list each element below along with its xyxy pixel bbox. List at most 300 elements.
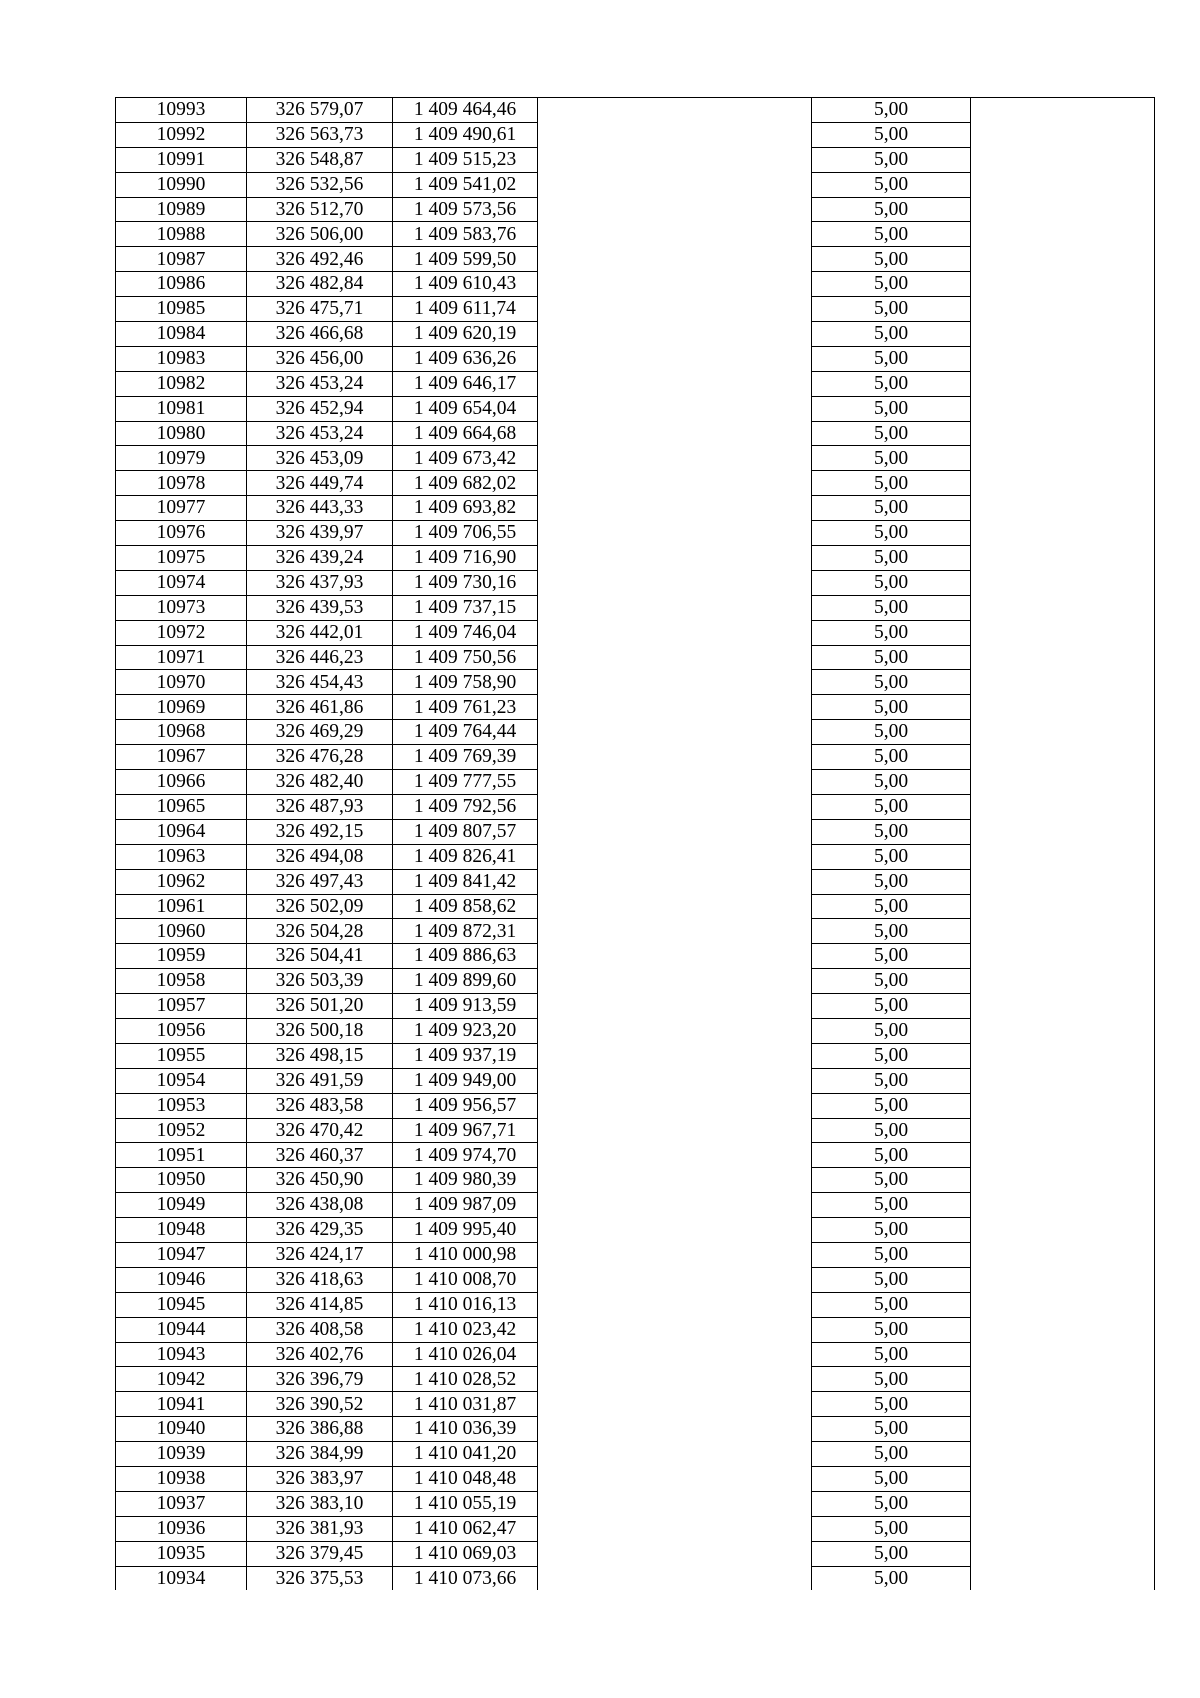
coordinates-table-body <box>116 98 1155 1591</box>
empty-cell <box>971 322 1155 347</box>
empty-cell <box>971 1417 1155 1442</box>
distance-cell: 5,00 <box>812 1242 971 1267</box>
empty-cell <box>538 322 812 347</box>
x-coordinate-cell: 326 494,08 <box>247 844 393 869</box>
y-coordinate-cell: 1 409 730,16 <box>393 570 538 595</box>
y-coordinate-cell: 1 410 041,20 <box>393 1442 538 1467</box>
empty-cell <box>971 944 1155 969</box>
x-coordinate-cell: 326 497,43 <box>247 869 393 894</box>
empty-cell <box>971 695 1155 720</box>
x-coordinate-cell: 326 470,42 <box>247 1118 393 1143</box>
empty-cell <box>971 1168 1155 1193</box>
distance-cell: 5,00 <box>812 197 971 222</box>
table-row <box>116 1541 1155 1566</box>
x-coordinate-cell: 326 384,99 <box>247 1442 393 1467</box>
distance-cell: 5,00 <box>812 396 971 421</box>
y-coordinate-cell: 1 410 026,04 <box>393 1342 538 1367</box>
point-number-cell: 10945 <box>116 1292 247 1317</box>
point-number-cell: 10960 <box>116 919 247 944</box>
table-row <box>116 1292 1155 1317</box>
table-row <box>116 371 1155 396</box>
distance-cell: 5,00 <box>812 570 971 595</box>
empty-cell <box>971 770 1155 795</box>
y-coordinate-cell: 1 409 706,55 <box>393 521 538 546</box>
distance-cell: 5,00 <box>812 1143 971 1168</box>
y-coordinate-cell: 1 409 886,63 <box>393 944 538 969</box>
table-row <box>116 421 1155 446</box>
empty-cell <box>971 222 1155 247</box>
x-coordinate-cell: 326 460,37 <box>247 1143 393 1168</box>
table-row <box>116 670 1155 695</box>
empty-cell <box>971 1218 1155 1243</box>
table-row <box>116 720 1155 745</box>
empty-cell <box>971 496 1155 521</box>
y-coordinate-cell: 1 409 913,59 <box>393 994 538 1019</box>
point-number-cell: 10959 <box>116 944 247 969</box>
y-coordinate-cell: 1 410 031,87 <box>393 1392 538 1417</box>
empty-cell <box>971 371 1155 396</box>
point-number-cell: 10979 <box>116 446 247 471</box>
empty-cell <box>971 1541 1155 1566</box>
x-coordinate-cell: 326 579,07 <box>247 98 393 123</box>
x-coordinate-cell: 326 390,52 <box>247 1392 393 1417</box>
y-coordinate-cell: 1 409 737,15 <box>393 595 538 620</box>
distance-cell: 5,00 <box>812 670 971 695</box>
distance-cell: 5,00 <box>812 1168 971 1193</box>
x-coordinate-cell: 326 502,09 <box>247 894 393 919</box>
distance-cell: 5,00 <box>812 1043 971 1068</box>
empty-cell <box>538 1267 812 1292</box>
x-coordinate-cell: 326 512,70 <box>247 197 393 222</box>
empty-cell <box>538 1193 812 1218</box>
distance-cell: 5,00 <box>812 272 971 297</box>
empty-cell <box>538 122 812 147</box>
x-coordinate-cell: 326 487,93 <box>247 794 393 819</box>
point-number-cell: 10953 <box>116 1093 247 1118</box>
empty-cell <box>538 1118 812 1143</box>
x-coordinate-cell: 326 446,23 <box>247 645 393 670</box>
empty-cell <box>538 969 812 994</box>
y-coordinate-cell: 1 410 008,70 <box>393 1267 538 1292</box>
distance-cell: 5,00 <box>812 1516 971 1541</box>
point-number-cell: 10963 <box>116 844 247 869</box>
table-row <box>116 944 1155 969</box>
empty-cell <box>538 620 812 645</box>
x-coordinate-cell: 326 429,35 <box>247 1218 393 1243</box>
empty-cell <box>538 1392 812 1417</box>
table-row <box>116 1043 1155 1068</box>
y-coordinate-cell: 1 410 069,03 <box>393 1541 538 1566</box>
empty-cell <box>538 1466 812 1491</box>
distance-cell: 5,00 <box>812 1267 971 1292</box>
distance-cell: 5,00 <box>812 1093 971 1118</box>
x-coordinate-cell: 326 381,93 <box>247 1516 393 1541</box>
y-coordinate-cell: 1 409 599,50 <box>393 247 538 272</box>
empty-cell <box>971 247 1155 272</box>
point-number-cell: 10991 <box>116 147 247 172</box>
y-coordinate-cell: 1 410 055,19 <box>393 1491 538 1516</box>
distance-cell: 5,00 <box>812 421 971 446</box>
empty-cell <box>538 1143 812 1168</box>
point-number-cell: 10938 <box>116 1466 247 1491</box>
empty-cell <box>971 297 1155 322</box>
empty-cell <box>538 645 812 670</box>
point-number-cell: 10992 <box>116 122 247 147</box>
empty-cell <box>971 720 1155 745</box>
empty-cell <box>538 1417 812 1442</box>
empty-cell <box>538 1541 812 1566</box>
table-row <box>116 645 1155 670</box>
distance-cell: 5,00 <box>812 1566 971 1590</box>
y-coordinate-cell: 1 409 693,82 <box>393 496 538 521</box>
point-number-cell: 10977 <box>116 496 247 521</box>
table-row <box>116 1516 1155 1541</box>
empty-cell <box>971 819 1155 844</box>
table-row <box>116 322 1155 347</box>
table-row <box>116 1417 1155 1442</box>
table-row <box>116 1267 1155 1292</box>
point-number-cell: 10934 <box>116 1566 247 1590</box>
distance-cell: 5,00 <box>812 1541 971 1566</box>
empty-cell <box>538 570 812 595</box>
y-coordinate-cell: 1 410 036,39 <box>393 1417 538 1442</box>
y-coordinate-cell: 1 410 000,98 <box>393 1242 538 1267</box>
x-coordinate-cell: 326 452,94 <box>247 396 393 421</box>
empty-cell <box>971 272 1155 297</box>
distance-cell: 5,00 <box>812 98 971 123</box>
table-row <box>116 1218 1155 1243</box>
empty-cell <box>971 1466 1155 1491</box>
point-number-cell: 10948 <box>116 1218 247 1243</box>
distance-cell: 5,00 <box>812 720 971 745</box>
table-row <box>116 197 1155 222</box>
empty-cell <box>538 919 812 944</box>
point-number-cell: 10940 <box>116 1417 247 1442</box>
empty-cell <box>971 471 1155 496</box>
y-coordinate-cell: 1 409 792,56 <box>393 794 538 819</box>
distance-cell: 5,00 <box>812 147 971 172</box>
x-coordinate-cell: 326 476,28 <box>247 745 393 770</box>
table-row <box>116 1442 1155 1467</box>
empty-cell <box>971 894 1155 919</box>
table-row <box>116 1491 1155 1516</box>
empty-cell <box>538 770 812 795</box>
y-coordinate-cell: 1 409 464,46 <box>393 98 538 123</box>
table-row <box>116 1342 1155 1367</box>
x-coordinate-cell: 326 456,00 <box>247 346 393 371</box>
point-number-cell: 10965 <box>116 794 247 819</box>
x-coordinate-cell: 326 466,68 <box>247 322 393 347</box>
x-coordinate-cell: 326 504,28 <box>247 919 393 944</box>
x-coordinate-cell: 326 482,84 <box>247 272 393 297</box>
empty-cell <box>971 844 1155 869</box>
y-coordinate-cell: 1 409 682,02 <box>393 471 538 496</box>
table-row <box>116 1193 1155 1218</box>
y-coordinate-cell: 1 409 664,68 <box>393 421 538 446</box>
distance-cell: 5,00 <box>812 695 971 720</box>
x-coordinate-cell: 326 504,41 <box>247 944 393 969</box>
empty-cell <box>538 1317 812 1342</box>
table-row <box>116 446 1155 471</box>
table-row <box>116 1466 1155 1491</box>
x-coordinate-cell: 326 439,53 <box>247 595 393 620</box>
empty-cell <box>971 1317 1155 1342</box>
point-number-cell: 10975 <box>116 546 247 571</box>
empty-cell <box>538 894 812 919</box>
table-row <box>116 919 1155 944</box>
y-coordinate-cell: 1 409 967,71 <box>393 1118 538 1143</box>
point-number-cell: 10950 <box>116 1168 247 1193</box>
y-coordinate-cell: 1 409 923,20 <box>393 1018 538 1043</box>
empty-cell <box>538 695 812 720</box>
coordinates-table <box>115 97 1155 1590</box>
distance-cell: 5,00 <box>812 794 971 819</box>
point-number-cell: 10990 <box>116 172 247 197</box>
x-coordinate-cell: 326 450,90 <box>247 1168 393 1193</box>
distance-cell: 5,00 <box>812 1118 971 1143</box>
x-coordinate-cell: 326 506,00 <box>247 222 393 247</box>
distance-cell: 5,00 <box>812 371 971 396</box>
empty-cell <box>971 98 1155 123</box>
x-coordinate-cell: 326 492,15 <box>247 819 393 844</box>
empty-cell <box>538 1342 812 1367</box>
table-row <box>116 794 1155 819</box>
y-coordinate-cell: 1 410 028,52 <box>393 1367 538 1392</box>
empty-cell <box>538 745 812 770</box>
empty-cell <box>971 197 1155 222</box>
y-coordinate-cell: 1 410 016,13 <box>393 1292 538 1317</box>
y-coordinate-cell: 1 409 610,43 <box>393 272 538 297</box>
point-number-cell: 10935 <box>116 1541 247 1566</box>
y-coordinate-cell: 1 410 048,48 <box>393 1466 538 1491</box>
y-coordinate-cell: 1 409 841,42 <box>393 869 538 894</box>
empty-cell <box>971 570 1155 595</box>
table-row <box>116 695 1155 720</box>
distance-cell: 5,00 <box>812 969 971 994</box>
empty-cell <box>971 396 1155 421</box>
x-coordinate-cell: 326 418,63 <box>247 1267 393 1292</box>
table-row <box>116 122 1155 147</box>
empty-cell <box>538 844 812 869</box>
x-coordinate-cell: 326 424,17 <box>247 1242 393 1267</box>
point-number-cell: 10978 <box>116 471 247 496</box>
distance-cell: 5,00 <box>812 471 971 496</box>
y-coordinate-cell: 1 409 987,09 <box>393 1193 538 1218</box>
distance-cell: 5,00 <box>812 297 971 322</box>
y-coordinate-cell: 1 409 764,44 <box>393 720 538 745</box>
table-row <box>116 570 1155 595</box>
x-coordinate-cell: 326 383,97 <box>247 1466 393 1491</box>
empty-cell <box>971 421 1155 446</box>
point-number-cell: 10955 <box>116 1043 247 1068</box>
table-row <box>116 1566 1155 1590</box>
point-number-cell: 10974 <box>116 570 247 595</box>
table-row <box>116 1168 1155 1193</box>
distance-cell: 5,00 <box>812 346 971 371</box>
empty-cell <box>971 1267 1155 1292</box>
table-row <box>116 595 1155 620</box>
point-number-cell: 10986 <box>116 272 247 297</box>
table-row <box>116 894 1155 919</box>
y-coordinate-cell: 1 409 974,70 <box>393 1143 538 1168</box>
x-coordinate-cell: 326 414,85 <box>247 1292 393 1317</box>
empty-cell <box>538 446 812 471</box>
empty-cell <box>971 446 1155 471</box>
distance-cell: 5,00 <box>812 247 971 272</box>
table-row <box>116 1143 1155 1168</box>
y-coordinate-cell: 1 409 750,56 <box>393 645 538 670</box>
x-coordinate-cell: 326 503,39 <box>247 969 393 994</box>
table-row <box>116 147 1155 172</box>
empty-cell <box>538 1442 812 1467</box>
point-number-cell: 10970 <box>116 670 247 695</box>
table-row <box>116 1367 1155 1392</box>
distance-cell: 5,00 <box>812 595 971 620</box>
point-number-cell: 10958 <box>116 969 247 994</box>
distance-cell: 5,00 <box>812 844 971 869</box>
empty-cell <box>971 521 1155 546</box>
distance-cell: 5,00 <box>812 521 971 546</box>
point-number-cell: 10980 <box>116 421 247 446</box>
y-coordinate-cell: 1 409 541,02 <box>393 172 538 197</box>
empty-cell <box>971 1043 1155 1068</box>
x-coordinate-cell: 326 532,56 <box>247 172 393 197</box>
table-row <box>116 745 1155 770</box>
empty-cell <box>971 147 1155 172</box>
y-coordinate-cell: 1 409 646,17 <box>393 371 538 396</box>
distance-cell: 5,00 <box>812 944 971 969</box>
empty-cell <box>538 1367 812 1392</box>
distance-cell: 5,00 <box>812 1068 971 1093</box>
x-coordinate-cell: 326 483,58 <box>247 1093 393 1118</box>
x-coordinate-cell: 326 453,24 <box>247 421 393 446</box>
distance-cell: 5,00 <box>812 869 971 894</box>
empty-cell <box>538 222 812 247</box>
point-number-cell: 10957 <box>116 994 247 1019</box>
empty-cell <box>538 172 812 197</box>
distance-cell: 5,00 <box>812 1466 971 1491</box>
point-number-cell: 10989 <box>116 197 247 222</box>
empty-cell <box>971 919 1155 944</box>
point-number-cell: 10983 <box>116 346 247 371</box>
x-coordinate-cell: 326 442,01 <box>247 620 393 645</box>
empty-cell <box>538 1292 812 1317</box>
x-coordinate-cell: 326 396,79 <box>247 1367 393 1392</box>
empty-cell <box>538 1491 812 1516</box>
point-number-cell: 10962 <box>116 869 247 894</box>
table-row <box>116 297 1155 322</box>
empty-cell <box>971 1093 1155 1118</box>
y-coordinate-cell: 1 409 490,61 <box>393 122 538 147</box>
table-row <box>116 819 1155 844</box>
empty-cell <box>538 297 812 322</box>
empty-cell <box>971 670 1155 695</box>
y-coordinate-cell: 1 409 872,31 <box>393 919 538 944</box>
x-coordinate-cell: 326 453,09 <box>247 446 393 471</box>
distance-cell: 5,00 <box>812 770 971 795</box>
y-coordinate-cell: 1 409 777,55 <box>393 770 538 795</box>
table-row <box>116 1242 1155 1267</box>
table-row <box>116 471 1155 496</box>
empty-cell <box>538 396 812 421</box>
point-number-cell: 10966 <box>116 770 247 795</box>
empty-cell <box>538 1566 812 1590</box>
distance-cell: 5,00 <box>812 322 971 347</box>
point-number-cell: 10993 <box>116 98 247 123</box>
point-number-cell: 10988 <box>116 222 247 247</box>
distance-cell: 5,00 <box>812 172 971 197</box>
table-row <box>116 521 1155 546</box>
empty-cell <box>538 1018 812 1043</box>
y-coordinate-cell: 1 410 023,42 <box>393 1317 538 1342</box>
distance-cell: 5,00 <box>812 222 971 247</box>
distance-cell: 5,00 <box>812 620 971 645</box>
distance-cell: 5,00 <box>812 1018 971 1043</box>
point-number-cell: 10943 <box>116 1342 247 1367</box>
empty-cell <box>971 1143 1155 1168</box>
empty-cell <box>971 546 1155 571</box>
x-coordinate-cell: 326 469,29 <box>247 720 393 745</box>
x-coordinate-cell: 326 563,73 <box>247 122 393 147</box>
empty-cell <box>538 421 812 446</box>
x-coordinate-cell: 326 379,45 <box>247 1541 393 1566</box>
x-coordinate-cell: 326 482,40 <box>247 770 393 795</box>
empty-cell <box>971 645 1155 670</box>
y-coordinate-cell: 1 409 826,41 <box>393 844 538 869</box>
empty-cell <box>971 620 1155 645</box>
table-row <box>116 844 1155 869</box>
empty-cell <box>538 147 812 172</box>
y-coordinate-cell: 1 409 515,23 <box>393 147 538 172</box>
empty-cell <box>538 1043 812 1068</box>
empty-cell <box>971 1442 1155 1467</box>
empty-cell <box>538 595 812 620</box>
table-row <box>116 1018 1155 1043</box>
y-coordinate-cell: 1 410 073,66 <box>393 1566 538 1590</box>
point-number-cell: 10964 <box>116 819 247 844</box>
empty-cell <box>971 1566 1155 1590</box>
empty-cell <box>971 1068 1155 1093</box>
empty-cell <box>971 1118 1155 1143</box>
empty-cell <box>971 1193 1155 1218</box>
table-row <box>116 1392 1155 1417</box>
y-coordinate-cell: 1 409 980,39 <box>393 1168 538 1193</box>
empty-cell <box>538 994 812 1019</box>
point-number-cell: 10972 <box>116 620 247 645</box>
distance-cell: 5,00 <box>812 819 971 844</box>
distance-cell: 5,00 <box>812 1491 971 1516</box>
empty-cell <box>971 172 1155 197</box>
point-number-cell: 10941 <box>116 1392 247 1417</box>
point-number-cell: 10951 <box>116 1143 247 1168</box>
distance-cell: 5,00 <box>812 1417 971 1442</box>
y-coordinate-cell: 1 409 611,74 <box>393 297 538 322</box>
empty-cell <box>971 346 1155 371</box>
y-coordinate-cell: 1 409 716,90 <box>393 546 538 571</box>
distance-cell: 5,00 <box>812 546 971 571</box>
point-number-cell: 10967 <box>116 745 247 770</box>
y-coordinate-cell: 1 409 769,39 <box>393 745 538 770</box>
table-row <box>116 994 1155 1019</box>
distance-cell: 5,00 <box>812 994 971 1019</box>
distance-cell: 5,00 <box>812 446 971 471</box>
empty-cell <box>538 1168 812 1193</box>
point-number-cell: 10946 <box>116 1267 247 1292</box>
x-coordinate-cell: 326 449,74 <box>247 471 393 496</box>
x-coordinate-cell: 326 438,08 <box>247 1193 393 1218</box>
x-coordinate-cell: 326 461,86 <box>247 695 393 720</box>
x-coordinate-cell: 326 500,18 <box>247 1018 393 1043</box>
